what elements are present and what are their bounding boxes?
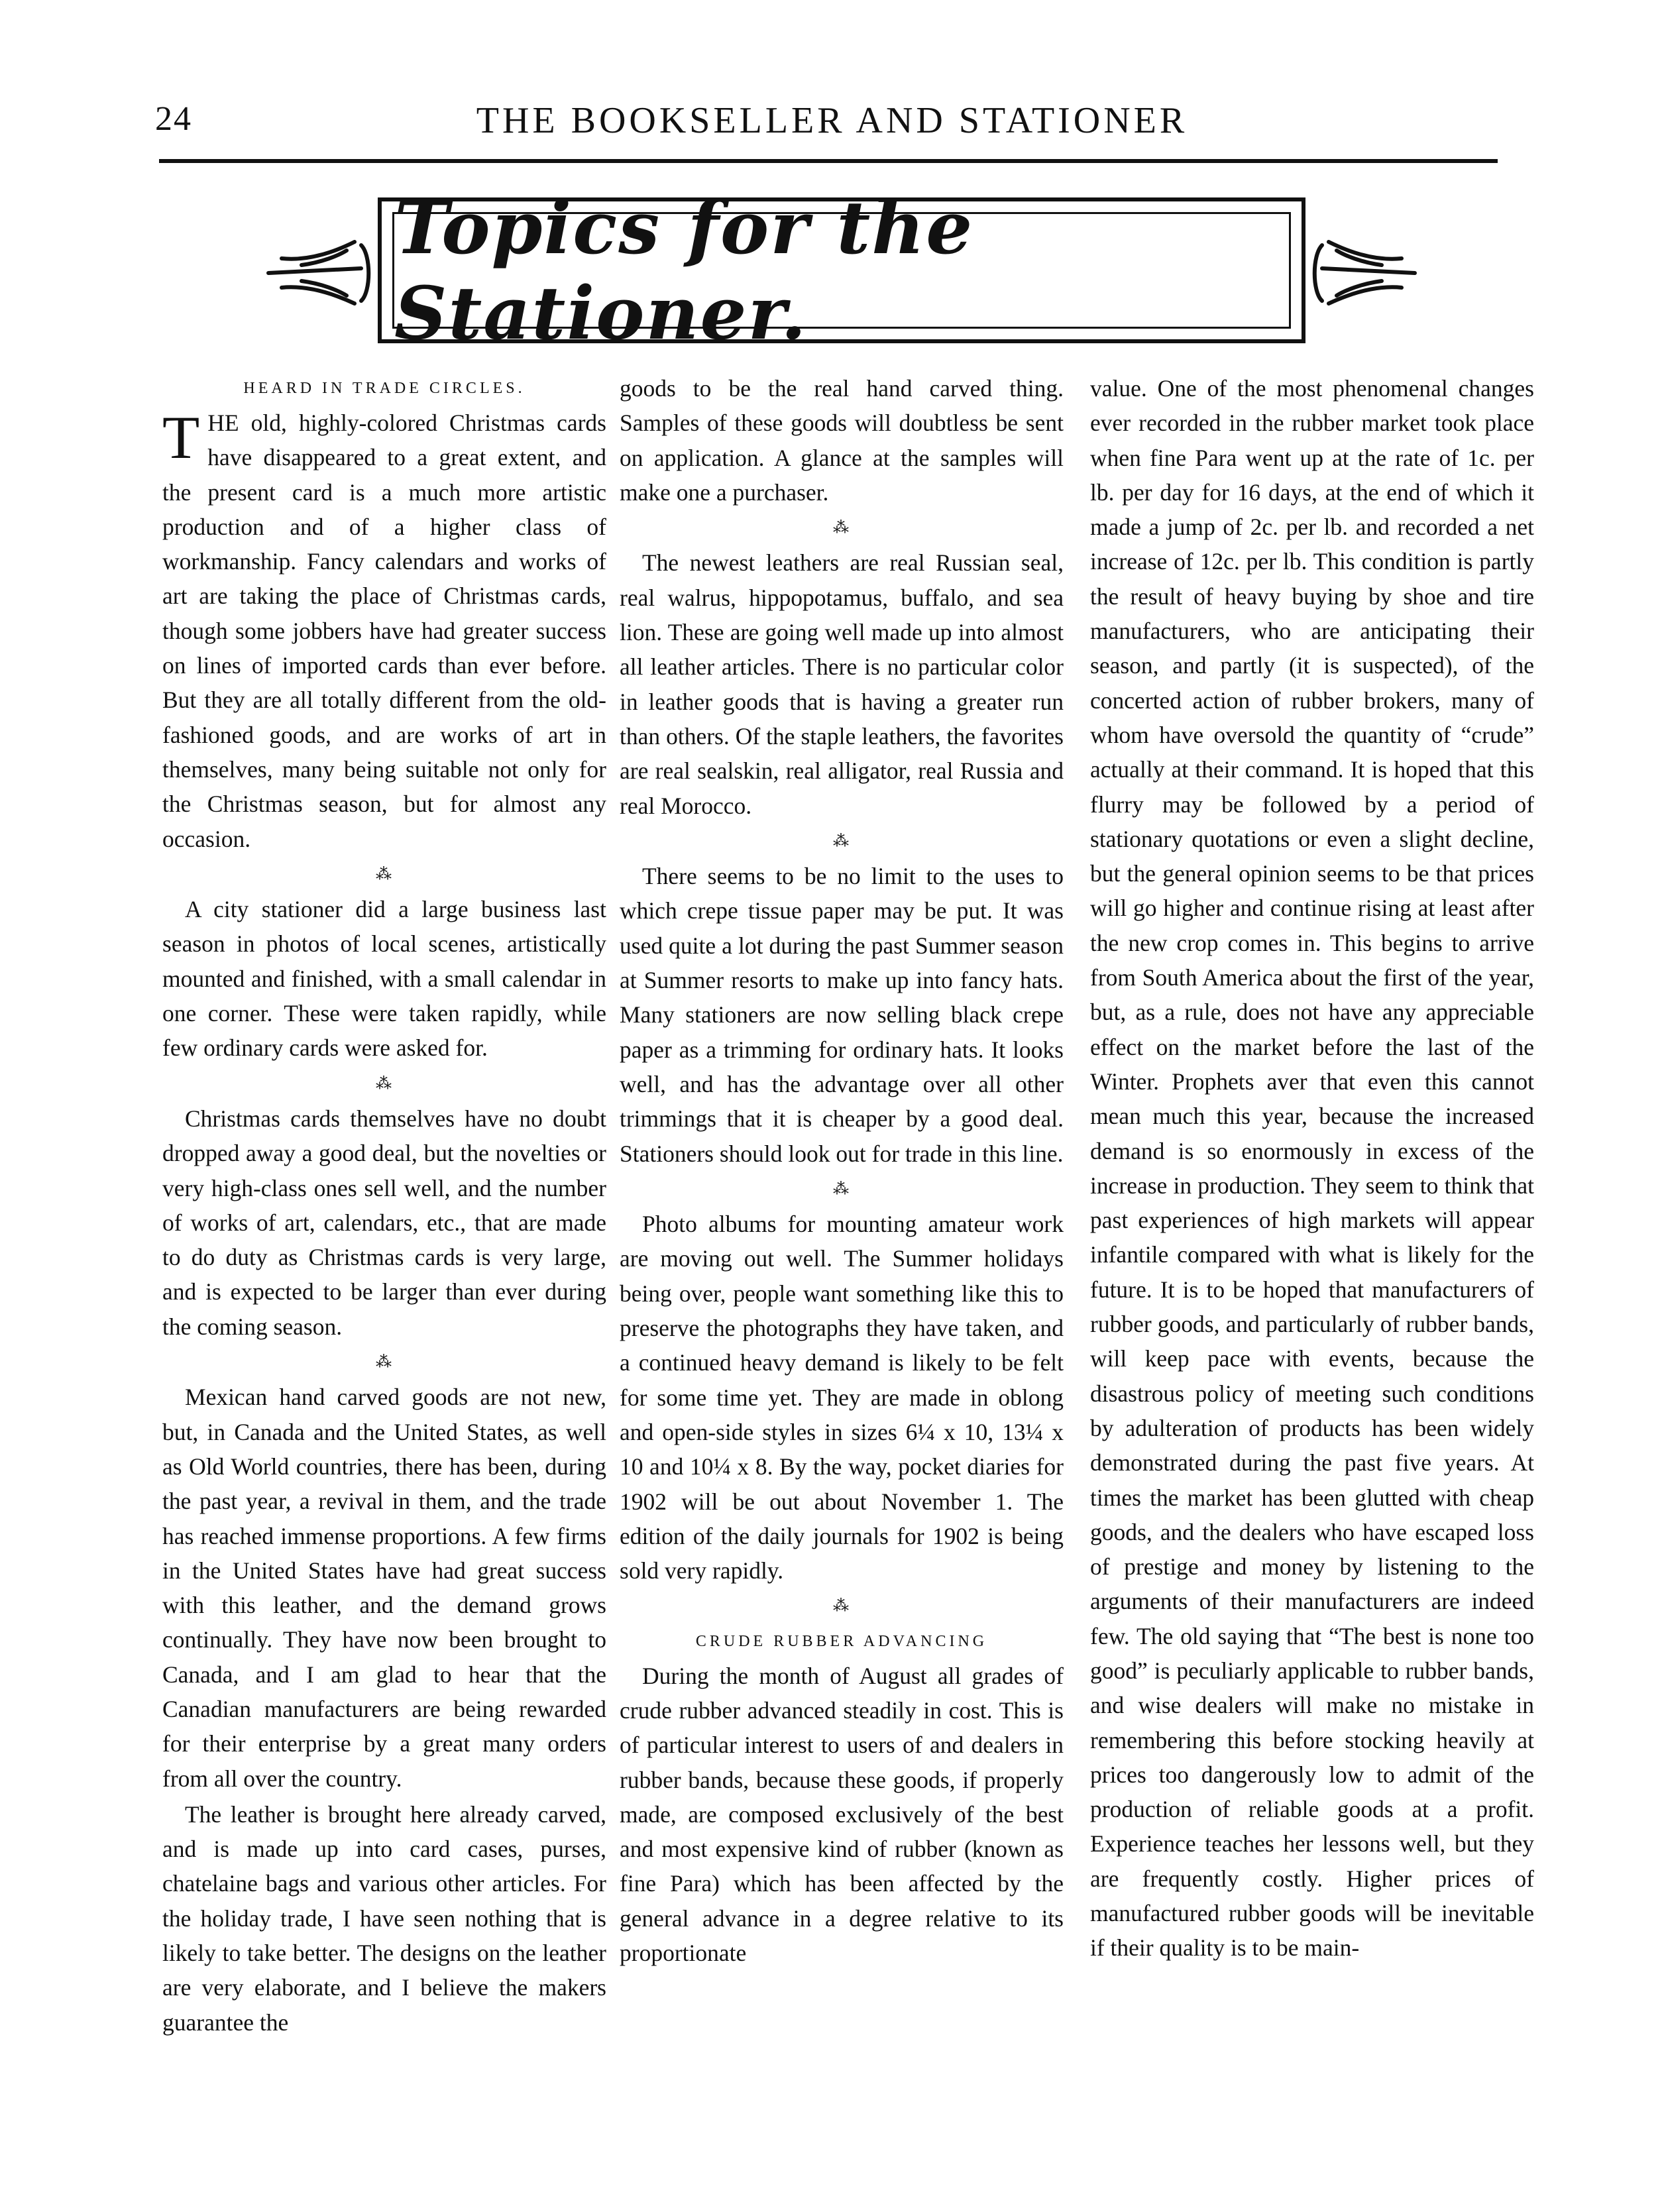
asterism-divider: ⁂ — [833, 1598, 850, 1616]
paragraph: Christmas cards themselves have no doubt dropped away a good deal, but the novelties or very high-class ones sell well, and the number of works of art, calendars, etc., that are made to do duty as Christmas cards is very large, and is expected to be larger than ever during the coming season. — [162, 1105, 606, 1340]
asterism-divider: ⁂ — [833, 1180, 850, 1198]
section-heading: CRUDE RUBBER ADVANCING — [695, 1632, 988, 1650]
header-rule — [159, 159, 1498, 163]
asterism-divider: ⁂ — [376, 1354, 393, 1372]
paragraph: There seems to be no limit to the uses to which crepe tissue paper may be put. It was used quite a lot during the past Summer season at Summer resorts to make up into fancy hats. Many stationers are now selling black crepe paper as a trimming for ordinary hats. It looks well, and has the advantage over all other trimmings that it is cheaper by a good deal. Stationers should look out for trade in this line. — [620, 863, 1064, 1167]
running-head: THE BOOKSELLER AND STATIONER — [476, 100, 1188, 141]
right-flourish-ornament — [1309, 232, 1421, 311]
asterism-divider: ⁂ — [376, 1075, 393, 1093]
drop-cap: T — [162, 404, 200, 471]
section-heading: HEARD IN TRADE CIRCLES. — [243, 380, 526, 397]
column-2 — [620, 371, 1064, 1971]
asterism-divider: ⁂ — [833, 520, 850, 537]
paragraph: Photo albums for mounting amateur work are moving out well. The Summer holidays being over, people want something like this to preserve the photographs they have taken, and a continued heavy demand is likely to be felt for some time yet. They are made in oblong and open-side styles in sizes 6¼ x 10, 13¼ x 10 and 10¼ x 8. By the way, pocket diaries for 1902 will be out about November 1. The edition of the daily journals for 1902 is being sold very rapidly. — [620, 1211, 1064, 1584]
paragraph: During the month of August all grades of crude rubber advanced steadily in cost. This is of particular interest to users of and dealers in rubber bands, because these goods, if properly made, are composed exclusively of the best and most expensive kind of rubber (known as fine Para) which has been affected by the general advance in a degree relative to its proportionate — [620, 1662, 1064, 1967]
left-flourish-ornament — [262, 232, 374, 311]
asterism-divider: ⁂ — [833, 832, 850, 850]
paragraph: value. One of the most phenomenal changes ever recorded in the rubber market took place when fine Para went up at the rate of 1c. per lb. per day for 16 days, at the end of which it made a jump of 2c. per lb. and recorded a net increase of 12c. per lb. This condition is partly the result of heavy buying by shoe and tire manufacturers, who are anticipating their season, and partly (it is suspected), of the concerted action of rubber brokers, many of whom have oversold the quantity of “crude” actually at their command. It is hoped that this flurry may be followed by a period of stationary quotations or even a slight decline, but the general opinion seems to be that prices will go higher and continue rising at least after the new crop comes in. This begins to arrive from South America about the first of the year, but, as a rule, does not have any appreciable effect on the market before the last of the Winter. Prophets aver that even this cannot mean much this year, because the increased demand is so enormously in excess of the increase in production. They seem to think that past experiences of high markets will appear infantile compared with what is likely for the future. It is to be hoped that manufacturers of rubber goods, and particularly of rubber bands, will keep pace with events, because the disastrous policy of meeting such conditions by adulteration of products has been widely demonstrated during the past five years. At times the market has been glutted with cheap goods, and the dealers who have escaped loss of prestige and money by listening to the arguments of their manufacturers are indeed few. The old saying that “The best is none too good” is peculiarly applicable to rubber bands, and wise dealers will make no mistake in remembering this before stocking heavily at prices too dangerously low to admit of the production of reliable goods at a profit. Experience teaches her lessons well, but they are frequently costly. Higher prices of manufactured rubber goods will be inevitable if their quality is to be main- — [1090, 375, 1534, 1962]
paragraph: A city stationer did a large business last season in photos of local scenes, artistically mounted and finished, with a small calendar in one corner. These were taken rapidly, while few ordinary cards were asked for. — [162, 896, 606, 1062]
section-title: Topics for the Stationer. — [394, 185, 974, 356]
column-1 — [162, 371, 606, 2041]
paragraph: Mexican hand carved goods are not new, but, in Canada and the United States, as well as Old World countries, there has been, during the past year, a revival in them, and the trade has reached immense proportions. A few firms in the United States have had great success with this leather, and the demand grows continually. They have now been brought to Canada, and I am glad to hear that the Canadian manufacturers are being rewarded for their enterprise by a great many orders from all over the country. — [162, 1384, 606, 1792]
paragraph: goods to be the real hand carved thing. Samples of these goods will doubtless be sent on application. A glance at the samples will make one a purchaser. — [620, 375, 1064, 506]
page-number: 24 — [155, 100, 192, 138]
section-title-box — [378, 185, 1305, 356]
column-3 — [1090, 371, 1534, 1967]
paragraph: The leather is brought here already carved, and is made up into card cases, purses, chatelaine bags and various other articles. For the holiday trade, I have seen nothing that is likely to take better. The designs on the leather are very elaborate, and I believe the makers guarantee the — [162, 1800, 606, 2036]
paragraph: The newest leathers are real Russian seal, real walrus, hippopotamus, buffalo, and sea lion. These are going well made up into almost all leather articles. There is no particular color in leather goods that is having a greater run than others. Of the staple leathers, the favorites are real sealskin, real alligator, real Russia and real Morocco. — [620, 549, 1064, 819]
paragraph: THE old, highly-colored Christmas cards have disappeared to a great extent, and the present card is a much more artistic production and of a higher class of workmanship. Fancy calendars and works of art are taking the place of Christmas cards, though some jobbers have had greater success on lines of imported cards than ever before. But they are all totally different from the old-fashioned goods, and are works of art in themselves, many being suitable not only for the Christmas season, but for almost any occasion. — [162, 404, 606, 852]
asterism-divider: ⁂ — [376, 865, 393, 883]
